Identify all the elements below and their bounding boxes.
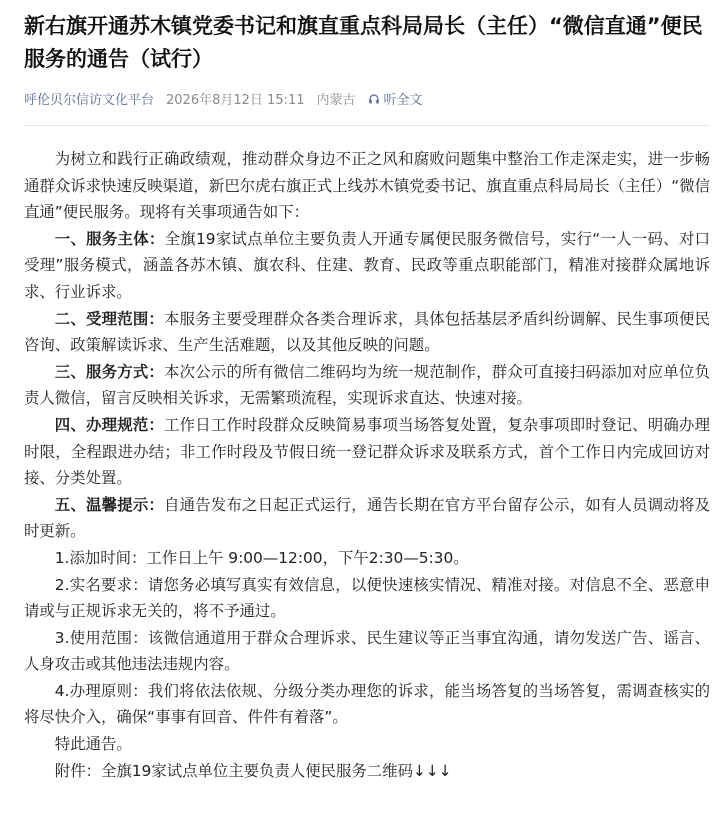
paragraph-heading: 四、办理规范： [54, 415, 165, 434]
paragraph-text: 工作日工作时段群众反映简易事项当场答复处置，复杂事项即时登记、明确办理时限，全程跟进办结；非工作时段及节假日统一登记群众诉求及联系方式，首个工作日内完成回访对接、分类处置。 [24, 415, 710, 488]
paragraph-text: 本次公示的所有微信二维码均为统一规范制作，群众可直接扫码添加对应单位负责人微信，留言反映相关诉求，无需繁琐流程，实现诉求直达、快速对接。 [24, 362, 710, 408]
paragraph-text: 2.实名要求：请您务必填写真实有效信息，以便快速核实情况、精准对接。对信息不全、恶意申请或与正规诉求无关的，将不予通过。 [24, 575, 710, 621]
paragraph-text: 3.使用范围：该微信通道用于群众合理诉求、民生建议等正当事宜沟通，请勿发送广告、谣言、人身攻击或其他违法违规内容。 [24, 628, 710, 674]
paragraph-text: 自通告发布之日起正式运行，通告长期在官方平台留存公示，如有人员调动将及时更新。 [24, 495, 710, 541]
paragraph-tip-3 [24, 625, 710, 678]
paragraph-heading: 二、受理范围： [54, 309, 165, 328]
paragraph-tips [24, 492, 710, 545]
paragraph-tip-1 [24, 545, 710, 572]
publish-date: 2026年8月12日 15:11 [166, 93, 305, 108]
account-name-link[interactable]: 呼伦贝尔信访文化平台 [24, 93, 155, 108]
listen-label: 听全文 [383, 93, 423, 108]
paragraph-method [24, 359, 710, 412]
publish-region: 内蒙古 [316, 93, 356, 108]
paragraph-standards [24, 412, 710, 492]
paragraph-text: 4.办理原则：我们将依法依规、分级分类办理您的诉求，能当场答复的当场答复，需调查核实的将尽快介入，确保“事事有回音、件件有着落”。 [24, 681, 710, 727]
paragraph-scope [24, 306, 710, 359]
paragraph-text: 全旗19家试点单位主要负责人开通专属便民服务微信号，实行“一人一码、对口受理”服务模式，涵盖各苏木镇、旗农科、住建、教育、民政等重点职能部门，精准对接群众属地诉求、行业诉求。 [24, 229, 710, 301]
paragraph-text: 为树立和践行正确政绩观，推动群众身边不正之风和腐败问题集中整治工作走深走实，进一步畅通群众诉求快速反映渠道，新巴尔虎右旗正式上线苏木镇党委书记、旗直重点科局局长（主任）“微信直通”便民服务。现将有关事项通告如下： [24, 150, 710, 222]
paragraph-text: 附件：全旗19家试点单位主要负责人便民服务二维码↓↓↓ [54, 761, 452, 780]
paragraph-closing [24, 731, 710, 758]
listen-button[interactable] [368, 93, 423, 108]
paragraph-heading: 一、服务主体： [54, 229, 165, 248]
paragraph-attachment [24, 758, 710, 785]
paragraph-heading: 五、温馨提示： [54, 495, 165, 514]
paragraph-intro [24, 146, 710, 226]
article-meta [24, 91, 710, 111]
paragraph-text: 特此通告。 [54, 735, 132, 754]
article-body [24, 146, 710, 784]
paragraph-service-subject [24, 226, 710, 306]
article [24, 10, 710, 784]
paragraph-text: 本服务主要受理群众各类合理诉求，具体包括基层矛盾纠纷调解、民生事项便民咨询、政策解读诉求、生产生活难题，以及其他反映的问题。 [24, 309, 710, 355]
meta-divider [24, 125, 710, 126]
paragraph-tip-2 [24, 572, 710, 625]
paragraph-heading: 三、服务方式： [54, 362, 165, 381]
paragraph-text: 1.添加时间：工作日上午 9:00—12:00，下午2:30—5:30。 [54, 548, 469, 567]
paragraph-tip-4 [24, 678, 710, 731]
headphones-icon [368, 93, 380, 105]
article-title: 新右旗开通苏木镇党委书记和旗直重点科局局长（主任）“微信直通”便民服务的通告（试行） [24, 14, 703, 71]
